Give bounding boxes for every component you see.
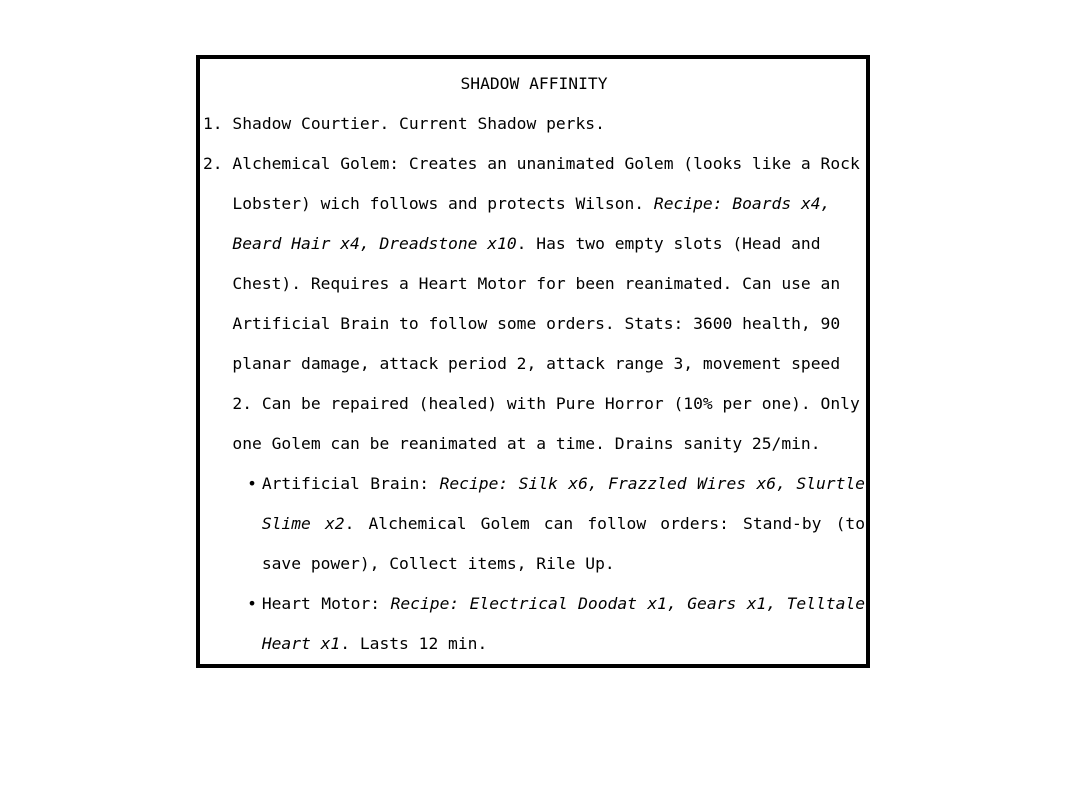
italic-text-run: Recipe: Silk x6, Frazzled Wires x6, Slurtle Slime x2 xyxy=(261,474,865,533)
list-item-number: 2. xyxy=(203,154,223,173)
text-run: . Lasts 12 min. xyxy=(340,634,488,653)
list-item xyxy=(203,104,865,144)
document-title: SHADOW AFFINITY xyxy=(460,74,608,93)
numbered-list xyxy=(203,104,865,664)
list-item-text xyxy=(232,144,865,464)
notes-panel xyxy=(196,55,870,668)
italic-text-run: Recipe: Boards x4, Beard Hair x4, Dreadstone x10 xyxy=(232,194,831,253)
bullet-item xyxy=(232,584,865,664)
bullet-icon: • xyxy=(247,594,257,613)
text-run: . Has two empty slots (Head and Chest). Requires a Heart Motor for been reanimated. Can use an Artificial Brain to follow some orders. Stats: 3600 health, 90 planar damage, attack period 2, attack range 3, movement speed 2. Can be repaired (healed) with Pure Horror (10% per one). Only one Golem can be reanimated at a time. Drains sanity 25/min. xyxy=(232,234,860,453)
text-run: Alchemical Golem: Creates an unanimated Golem (looks like a Rock Lobster) wich follows and protects Wilson. xyxy=(232,154,860,213)
bullet-item-text xyxy=(262,464,865,584)
text-run: . Alchemical Golem can follow orders: Stand-by (to save power), Collect items, Rile Up. xyxy=(261,514,865,573)
text-run: Shadow Courtier. Current Shadow perks. xyxy=(232,114,605,133)
list-item-number: 1. xyxy=(203,114,223,133)
list-item xyxy=(203,144,865,664)
text-run: Artificial Brain: xyxy=(261,474,440,493)
italic-text-run: Recipe: Electrical Doodat x1, Gears x1, Telltale Heart x1 xyxy=(261,594,865,653)
bullet-item-text xyxy=(262,584,865,664)
list-item-text xyxy=(232,104,865,144)
text-run: Heart Motor: xyxy=(261,594,391,613)
bullet-list xyxy=(232,464,865,664)
bullet-icon: • xyxy=(247,474,257,493)
bullet-item xyxy=(232,464,865,584)
